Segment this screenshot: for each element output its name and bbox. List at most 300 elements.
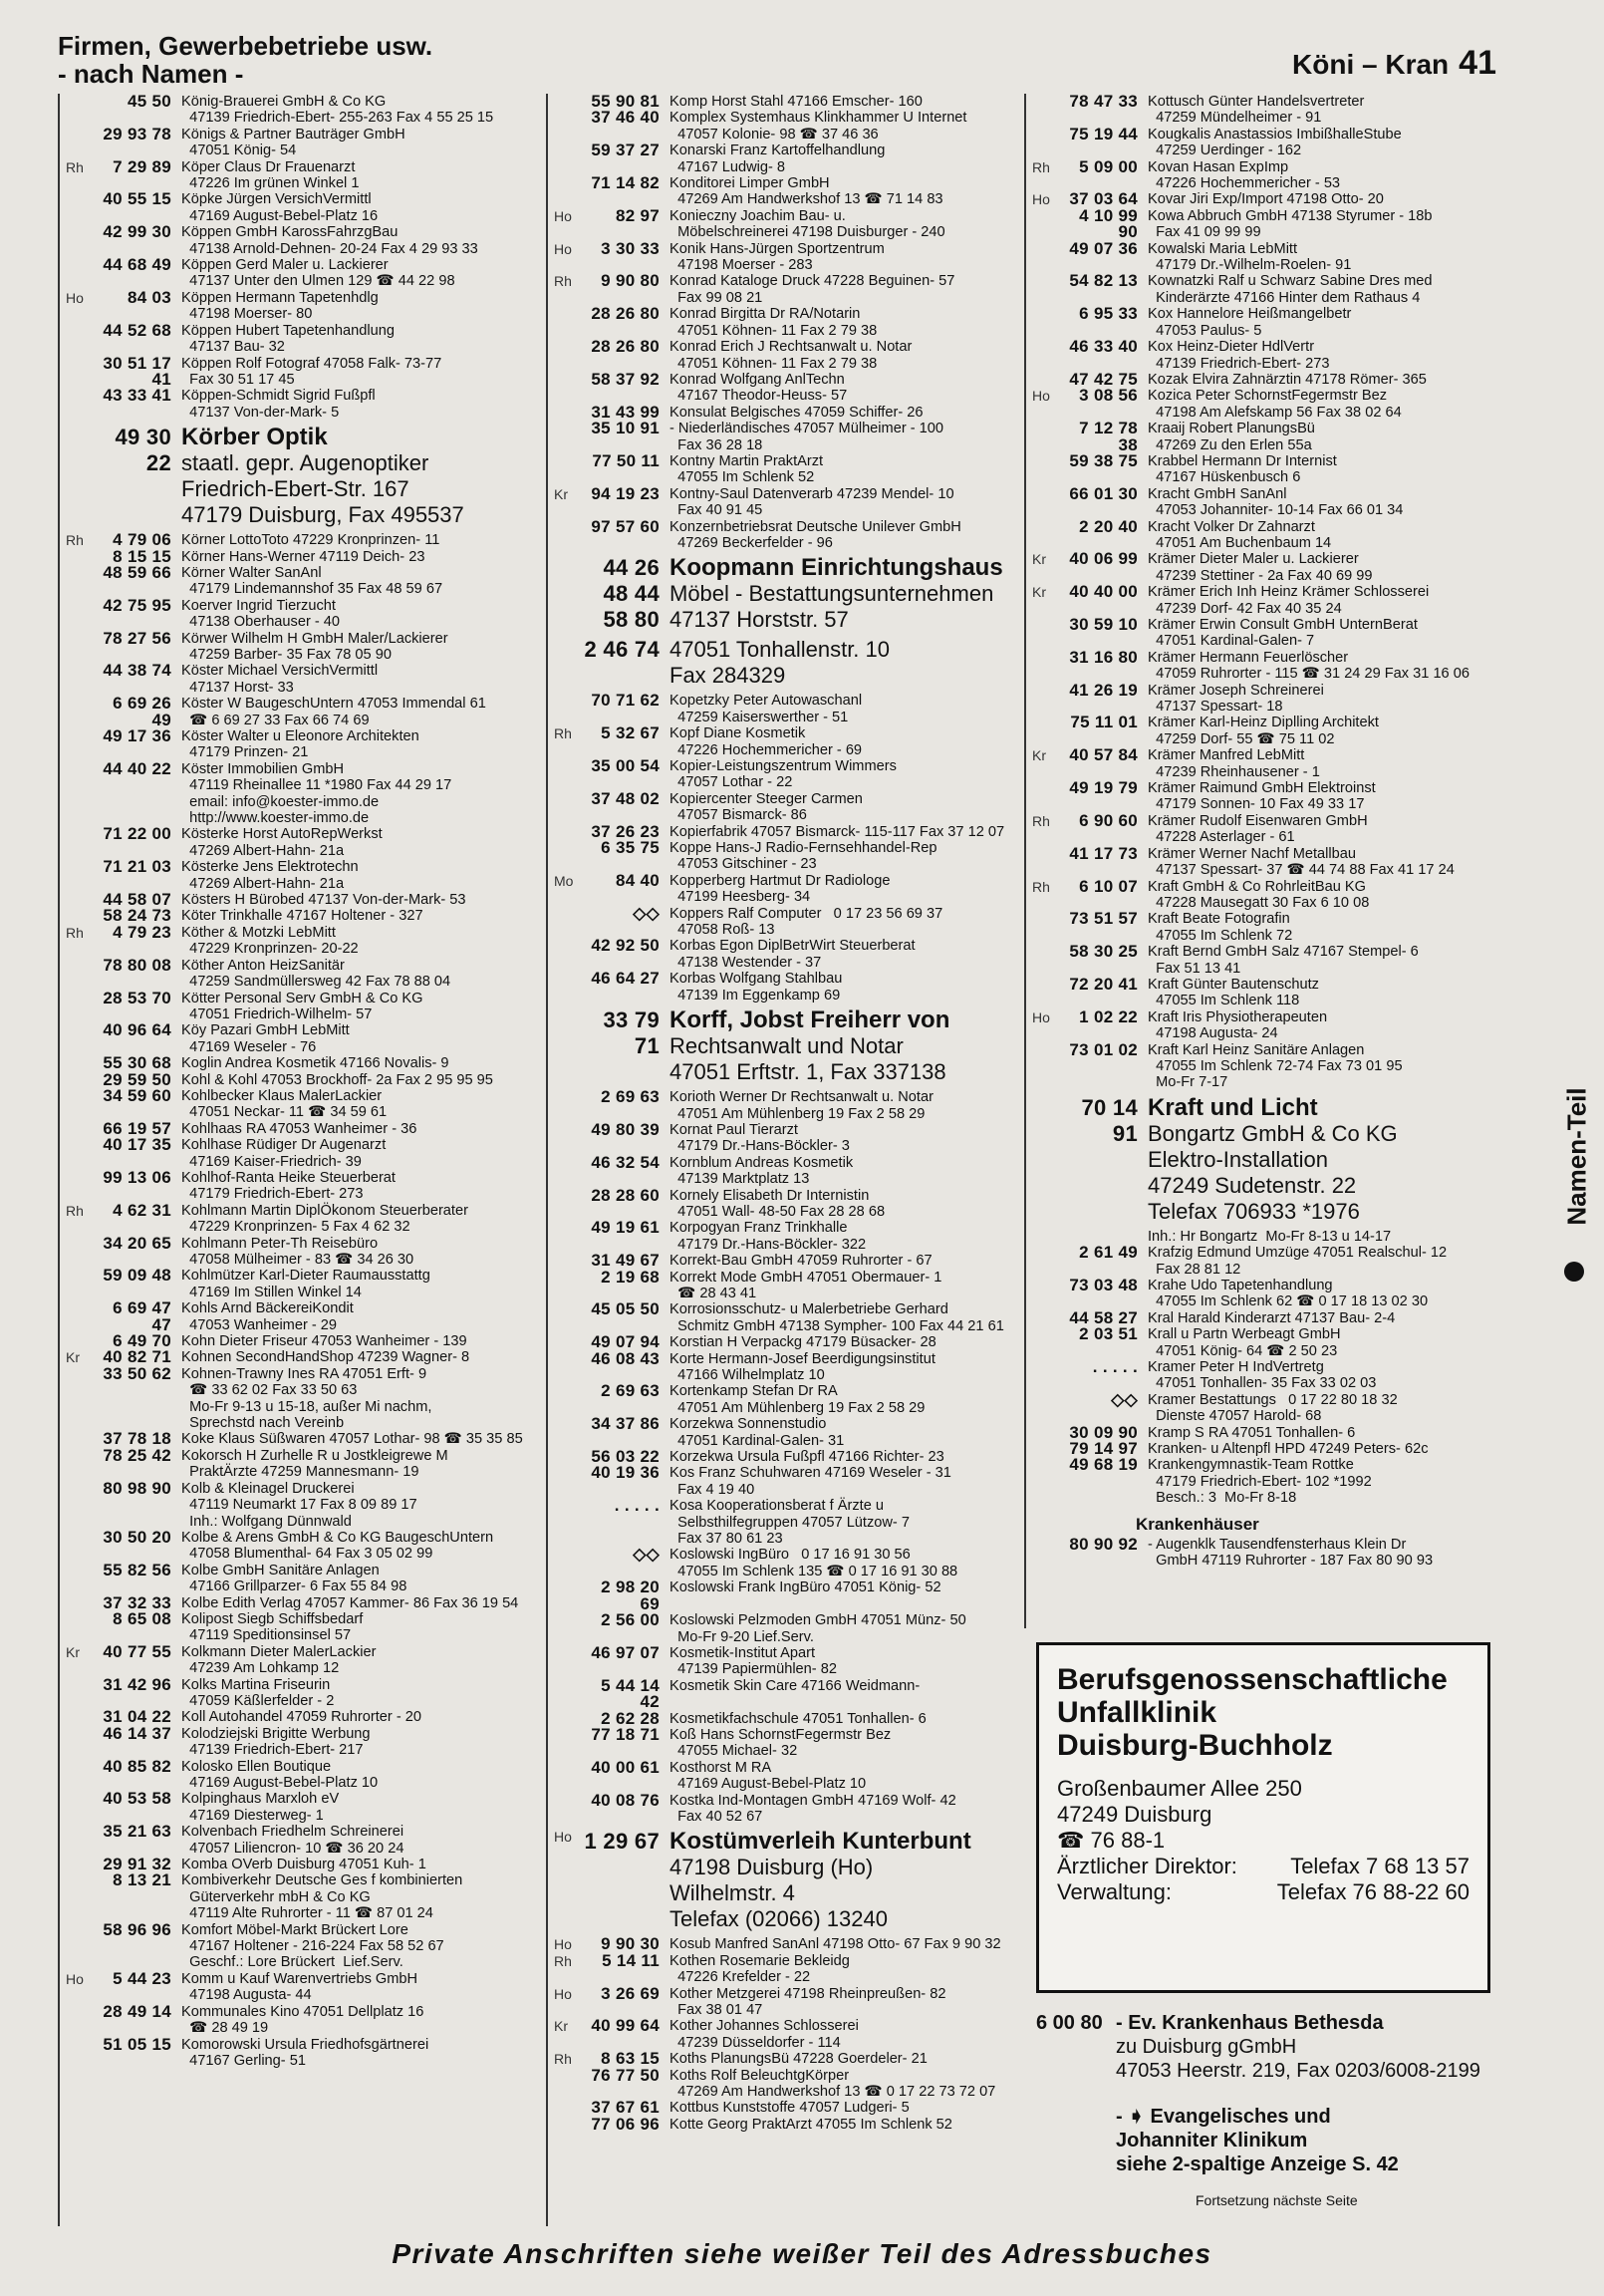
entry-text: Kolkmann Dieter MalerLackier 47239 Am Lohkamp 12	[181, 1643, 377, 1677]
page-footer: Private Anschriften siehe weißer Teil des Adressbuches	[392, 2238, 1212, 2269]
entry-text: Kramer Bestattungs 0 17 22 80 18 32 Dienste 47057 Harold- 68	[1148, 1391, 1398, 1425]
phone-number: 80 90 92	[1069, 1534, 1138, 1554]
entry-text: Kohlmann Peter-Th Reisebüro 47058 Mülheimer - 83 ☎ 34 26 30	[181, 1235, 414, 1268]
directory-entry	[548, 205, 1021, 241]
entry-text: König-Brauerei GmbH & Co KG 47139 Friedrich-Ebert- 255-263 Fax 4 55 25 15	[181, 94, 494, 127]
phone-number: 31 49 67	[591, 1251, 660, 1271]
district-code: Ho	[554, 207, 572, 224]
phone-number: 46 64 27	[591, 969, 660, 989]
advertisement-entry	[60, 425, 538, 528]
directory-entry	[60, 94, 538, 127]
phone-number: 40 96 64	[103, 1020, 171, 1040]
phone-number: 6 49 70	[113, 1331, 171, 1351]
entry-text: Kopier-Leistungszentrum Wimmers 47057 Lothar - 22	[669, 758, 897, 791]
directory-entry	[60, 696, 538, 728]
directory-entry	[1026, 205, 1504, 242]
advertisement-entry	[548, 637, 1021, 689]
phone-number: 34 20 65	[103, 1233, 171, 1253]
directory-entry	[548, 1790, 1021, 1826]
entry-text: Köther & Motzki LebMitt 47229 Kronprinzen- 20-22	[181, 924, 359, 958]
klinik-admin-label: Verwaltung:	[1057, 1879, 1172, 1904]
phone-number: 35 21 63	[103, 1822, 171, 1842]
directory-entry	[1026, 780, 1504, 813]
entry-text: Köster Walter u Eleonore Architekten 47179 Prinzen- 21	[181, 728, 419, 761]
entry-text: Kozak Elvira Zahnärztin 47178 Römer- 365	[1148, 371, 1427, 388]
directory-entry	[548, 483, 1021, 519]
entry-text: Kortenkamp Stefan Dr RA 47051 Am Mühlenberg 19 Fax 2 58 29	[669, 1383, 926, 1416]
directory-entry	[60, 1723, 538, 1759]
phone-number: 55 82 56	[103, 1560, 171, 1579]
ad-line: 47137 Horststr. 57	[669, 607, 849, 633]
phone-number: ◇◇	[633, 1545, 660, 1565]
phone-number: 6 95 33	[1079, 304, 1138, 324]
entry-text: Koß Hans SchornstFegermstr Bez 47055 Michael- 32	[669, 1726, 892, 1760]
directory-entry	[1026, 483, 1504, 519]
directory-entry	[1026, 273, 1504, 306]
directory-entry	[60, 1137, 538, 1170]
directory-entry	[60, 191, 538, 224]
entry-text: Koslowski IngBüro 0 17 16 91 30 56 47055 Im Schlenk 135 ☎ 0 17 16 91 30 88	[669, 1547, 958, 1579]
directory-entry	[548, 175, 1021, 208]
directory-entry	[1026, 388, 1504, 421]
directory-entry	[60, 1824, 538, 1857]
entry-text: Kother Metzgerei 47198 Rheinpreußen- 82 Fax 38 01 47	[669, 1985, 946, 2018]
entry-text: Korbas Egon DiplBetrWirt Steuerberat 47138 Westender - 37	[669, 938, 916, 971]
phone-number: 44 26 48 44 58 80	[603, 555, 660, 633]
entry-text: Kösters H Bürobed 47137 Von-der-Mark- 53	[181, 892, 466, 909]
phone-number: 66 01 30	[1069, 483, 1138, 503]
entry-text: Kösterke Horst AutoRepWerkst 47269 Albert-Hahn- 21a	[181, 826, 383, 859]
directory-entry	[1026, 876, 1504, 912]
entry-text: Kral Harald Kinderarzt 47137 Bau- 2-4	[1148, 1309, 1396, 1326]
entry-text: Kopperberg Hartmut Dr Radiologe 47199 Heesberg- 34	[669, 872, 891, 906]
ad-line: Fax 284329	[669, 663, 786, 689]
entry-text: Köter Trinkhalle 47167 Holtener - 327	[181, 908, 423, 925]
directory-entry	[548, 306, 1021, 339]
entry-text: Kolvenbach Friedhelm Schreinerei 47057 Liliencron- 10 ☎ 36 20 24	[181, 1824, 404, 1857]
section-side-tab	[1561, 1036, 1592, 1276]
entry-text: Konsulat Belgisches 47059 Schiffer- 26	[669, 404, 924, 421]
ad-line: Körber Optik	[181, 424, 328, 451]
phone-number: 37 03 64	[1069, 189, 1138, 209]
directory-entry	[1026, 810, 1504, 846]
phone-number: 4 79 23	[113, 922, 171, 942]
klinik-director-label: Ärztlicher Direktor:	[1057, 1854, 1237, 1878]
entry-text: Inh.: Hr Bongartz Mo-Fr 8-13 u 14-17	[1148, 1228, 1392, 1245]
phone-number: 94 19 23	[591, 483, 660, 503]
entry-text: Kosub Manfred SanAnl 47198 Otto- 67 Fax 9 90 32	[669, 1936, 1001, 1953]
entry-text: Komplex Systemhaus Klinkhammer U Internet 47057 Kolonie- 98 ☎ 37 46 36	[669, 110, 967, 143]
directory-entry	[548, 2114, 1021, 2134]
phone-number: 78 27 56	[103, 628, 171, 648]
phone-number: 44 40 22	[103, 758, 171, 778]
phone-number: 37 26 23	[591, 821, 660, 841]
bethesda-phone: 6 00 80	[1036, 2012, 1103, 2034]
klinik-title-3: Duisburg-Buchholz	[1057, 1729, 1333, 1762]
directory-entry	[60, 1363, 538, 1432]
entry-text: Körwer Wilhelm H GmbH Maler/Lackierer 47259 Barber- 35 Fax 78 05 90	[181, 630, 448, 663]
entry-text: Kösterke Jens Elektrotechn 47269 Albert-Hahn- 21a	[181, 859, 359, 892]
entry-text: Kosa Kooperationsberat f Ärzte u Selbsthilfegruppen 47057 Lützow- 7 Fax 37 80 61 23	[669, 1498, 910, 1548]
phone-number: 31 04 22	[103, 1707, 171, 1727]
entry-text: Kosthorst M RA 47169 August-Bebel-Platz 10	[669, 1759, 867, 1793]
phone-number: 77 18 71	[591, 1724, 660, 1744]
district-code: Rh	[554, 1952, 572, 1969]
phone-number: 8 65 08	[113, 1608, 171, 1628]
directory-entry	[1026, 584, 1504, 617]
entry-text: Kosmetik-Institut Apart 47139 Papiermühlen- 82	[669, 1644, 837, 1678]
phone-number: 40 08 76	[591, 1790, 660, 1810]
phone-number: 45 50	[127, 94, 171, 111]
entry-text: Konzernbetriebsrat Deutsche Unilever GmbH 47269 Beckerfelder - 96	[669, 518, 961, 551]
phone-number: 2 98 20 69	[601, 1578, 660, 1613]
directory-entry	[548, 1642, 1021, 1678]
entry-text: Kornely Elisabeth Dr Internistin 47051 Wall- 48-50 Fax 28 28 68	[669, 1187, 886, 1220]
directory-column-2	[546, 94, 1021, 2226]
page-header-left	[58, 32, 432, 88]
directory-entry	[60, 1200, 538, 1236]
entry-text: Krafzig Edmund Umzüge 47051 Realschul- 12 Fax 28 81 12	[1148, 1245, 1448, 1278]
district-code: Ho	[1032, 1008, 1050, 1025]
directory-entry	[1026, 680, 1504, 716]
district-code: Rh	[554, 273, 572, 290]
directory-entry	[548, 1983, 1021, 2019]
directory-entry	[548, 693, 1021, 725]
phone-number: 3 08 56	[1079, 386, 1138, 406]
entry-text: Köppen Rolf Fotograf 47058 Falk- 73-77 Fax 30 51 17 45	[181, 355, 442, 388]
entry-text: Krämer Hermann Feuerlöscher 47059 Ruhrorter - 115 ☎ 31 24 29 Fax 31 16 06	[1148, 649, 1470, 683]
directory-entry	[60, 2034, 538, 2070]
entry-text: Koslowski Frank IngBüro 47051 König- 52	[669, 1579, 941, 1596]
directory-entry	[60, 955, 538, 991]
phone-number: 8 13 21	[113, 1870, 171, 1890]
entry-text: Kozica Peter SchornstFegermstr Bez 47198 Am Alefskamp 56 Fax 38 02 64	[1148, 388, 1402, 421]
entry-text: Kraft GmbH & Co RohrleitBau KG 47228 Mausegatt 30 Fax 6 10 08	[1148, 878, 1370, 911]
phone-number: 73 51 57	[1069, 909, 1138, 929]
phone-number: 49 68 19	[1069, 1455, 1138, 1475]
phone-number: 4 79 06	[113, 530, 171, 550]
entry-text: Kowalski Maria LebMitt 47179 Dr.-Wilhelm-Roelen- 91	[1148, 240, 1352, 274]
phone-number: 71 14 82	[591, 173, 660, 193]
entry-text: Kolb & Kleinagel Druckerei 47119 Neumarkt 17 Fax 8 09 89 17 Inh.: Wolfgang Dünnwald	[181, 1480, 417, 1530]
phone-number: 7 29 89	[113, 156, 171, 176]
phone-number: 45 05 50	[591, 1299, 660, 1319]
entry-text: Komm u Kauf Warenvertriebs GmbH 47198 Augusta- 44	[181, 1970, 418, 2004]
entry-text: Korrosionsschutz- u Malerbetriebe Gerhard Schmitz GmbH 47138 Sympher- 100 Fax 44 21 61	[669, 1301, 1004, 1334]
phone-number: 44 38 74	[103, 661, 171, 681]
district-code: Rh	[66, 924, 84, 941]
directory-entry	[60, 353, 538, 389]
directory-entry	[60, 1919, 538, 1971]
phone-number: 72 20 41	[1069, 974, 1138, 994]
entry-text: Koerver Ingrid Tierzucht 47138 Oberhauser - 40	[181, 597, 341, 631]
entry-text: Konik Hans-Jürgen Sportzentrum 47198 Moerser - 283	[669, 240, 885, 274]
directory-entry	[60, 257, 538, 290]
directory-entry	[548, 758, 1021, 791]
phone-number: 37 67 61	[591, 2098, 660, 2118]
ad-line: Bongartz GmbH & Co KG	[1148, 1120, 1398, 1146]
phone-number: 1 29 67	[584, 1829, 660, 1855]
directory-entry	[1026, 715, 1504, 747]
entry-text: Kraft Iris Physiotherapeuten 47198 Augusta- 24	[1148, 1008, 1328, 1042]
phone-number: 40 85 82	[103, 1756, 171, 1776]
district-code: Rh	[66, 158, 84, 175]
district-code: Rh	[554, 2051, 572, 2068]
entry-text: Koths PlanungsBü 47228 Goerdeler- 21	[669, 2051, 928, 2068]
directory-entry	[60, 287, 538, 323]
directory-entry	[60, 628, 538, 664]
phone-number: 2 61 49	[1079, 1243, 1138, 1263]
phone-number: ◇◇	[1111, 1389, 1138, 1409]
directory-entry	[1026, 238, 1504, 274]
directory-entry	[1026, 1534, 1504, 1570]
entry-text: Kothen Rosemarie Bekleidg 47226 Krefelder - 22	[669, 1952, 850, 1986]
directory-entry	[60, 728, 538, 761]
district-code: Kr	[66, 1349, 80, 1366]
directory-entry	[60, 1674, 538, 1710]
phone-number: 77 50 11	[592, 450, 660, 470]
entry-text: Krankengymnastik-Team Rottke 47179 Friedrich-Ebert- 102 *1992 Besch.: 3 Mo-Fr 8-18	[1148, 1457, 1372, 1507]
entry-text	[669, 1007, 1021, 1085]
phone-number: 5 44 14 42	[601, 1675, 660, 1712]
entry-text: Konrad Kataloge Druck 47228 Beguinen- 57 Fax 99 08 21	[669, 273, 955, 306]
phone-number: 40 19 36	[591, 1463, 660, 1483]
directory-entry	[60, 1527, 538, 1563]
phone-number: 49 07 36	[1069, 238, 1138, 258]
phone-number: 40 77 55	[103, 1641, 171, 1661]
entry-text: Kohl & Kohl 47053 Brockhoff- 2a Fax 2 95 95 95	[181, 1071, 493, 1088]
directory-entry	[60, 1167, 538, 1203]
phone-number: 44 52 68	[103, 320, 171, 340]
district-code: Ho	[554, 240, 572, 257]
directory-entry	[60, 124, 538, 159]
directory-entry	[548, 1185, 1021, 1221]
phone-number: 37 48 02	[591, 788, 660, 808]
entry-text: Köppen Gerd Maler u. Lackierer 47137 Unter den Ulmen 129 ☎ 44 22 98	[181, 257, 455, 290]
phone-number: 31 43 99	[591, 402, 660, 422]
directory-entry	[1026, 94, 1504, 127]
phone-number: 9 90 30	[601, 1934, 660, 1954]
advertisement-entry	[548, 1007, 1021, 1085]
phone-number: 40 40 00	[1069, 582, 1138, 602]
district-code: Ho	[554, 1985, 572, 2002]
district-code: Ho	[1032, 191, 1050, 208]
entry-text: Konditorei Limper GmbH 47269 Am Handwerkshof 13 ☎ 71 14 83	[669, 175, 943, 208]
entry-text: Kramp S RA 47051 Tonhallen- 6	[1148, 1424, 1356, 1441]
directory-entry	[60, 388, 538, 421]
phone-number: 99 13 06	[103, 1167, 171, 1187]
directory-entry	[60, 1791, 538, 1824]
entry-text: Koppers Ralf Computer 0 17 23 56 69 37 47058 Roß- 13	[669, 905, 943, 939]
directory-entry	[548, 870, 1021, 906]
ad-line: Möbel - Bestattungsunternehmen	[669, 581, 994, 607]
ad-line: Kraft und Licht	[1148, 1093, 1318, 1121]
entry-text: Königs & Partner Bauträger GmbH 47051 König- 54	[181, 126, 405, 159]
entry-text: Kowa Abbruch GmbH 47138 Styrumer - 18b Fax 41 09 99 99	[1148, 207, 1433, 241]
phone-number: 30 59 10	[1069, 615, 1138, 634]
entry-text: Köppen-Schmidt Sigrid Fußpfl 47137 Von-der-Mark- 5	[181, 388, 376, 421]
phone-number: 46 14 37	[103, 1723, 171, 1743]
directory-entry	[1026, 1389, 1504, 1425]
evk-line-2: Johanniter Klinikum	[1116, 2130, 1308, 2152]
phone-number: 2 56 00	[601, 1610, 660, 1630]
directory-entry	[548, 1465, 1021, 1498]
ad-line: Elektro-Installation	[1148, 1146, 1328, 1172]
entry-text	[669, 1829, 1021, 1932]
district-code: Rh	[66, 1202, 84, 1219]
entry-text: Konrad Erich J Rechtsanwalt u. Notar 47051 Köhnen- 11 Fax 2 79 38	[669, 339, 913, 372]
entry-text: Kramer Peter H IndVertretg 47051 Tonhallen- 35 Fax 33 02 03	[1148, 1359, 1377, 1392]
directory-entry	[60, 1608, 538, 1644]
phone-number: 28 53 70	[103, 988, 171, 1007]
entry-text: Köster Michael VersichVermittl 47137 Horst- 33	[181, 663, 379, 696]
district-code: Rh	[554, 725, 572, 742]
phone-number: 31 42 96	[103, 1674, 171, 1694]
directory-entry	[60, 1560, 538, 1595]
entry-text: Komfort Möbel-Markt Brückert Lore 47167 Holtener - 216-224 Fax 58 52 67 Geschf.: Lore Brückert Lief.Serv.	[181, 1921, 444, 1971]
entry-text: Köster Immobilien GmbH 47119 Rheinallee 11 *1980 Fax 44 29 17 email: info@koester-immo.de http://www.koester-immo.de	[181, 760, 452, 827]
phone-number: 55 90 81	[591, 94, 660, 111]
directory-entry	[548, 143, 1021, 175]
ad-line: 47179 Duisburg, Fax 495537	[181, 502, 464, 528]
entry-text: Kohlmann Martin DiplÖkonom Steuerberater 47229 Kronprinzen- 5 Fax 4 62 32	[181, 1202, 468, 1236]
phone-number: 3 30 33	[601, 238, 660, 258]
phone-number: 78 25 42	[103, 1445, 171, 1465]
phone-number: 70 14 91	[1081, 1094, 1138, 1146]
directory-entry	[60, 595, 538, 631]
entry-text: Kohnen SecondHandShop 47239 Wagner- 8	[181, 1349, 470, 1366]
district-code: Ho	[66, 289, 84, 306]
directory-entry	[548, 1119, 1021, 1155]
phone-number: 35 00 54	[591, 756, 660, 775]
directory-entry	[548, 971, 1021, 1004]
phone-number: 5 14 11	[602, 1950, 660, 1970]
directory-entry	[60, 1022, 538, 1055]
phone-number: 28 49 14	[103, 2001, 171, 2021]
bethesda-address: 47053 Heerstr. 219, Fax 0203/6008-2199	[1116, 2060, 1480, 2082]
entry-text: Krämer Manfred LebMitt 47239 Rheinhausener - 1	[1148, 747, 1320, 780]
entry-text: Kraft Günter Bautenschutz 47055 Im Schlenk 118	[1148, 976, 1319, 1009]
entry-text: Köster W BaugeschUntern 47053 Immendal 61 ☎ 6 69 27 33 Fax 66 74 69	[181, 696, 486, 728]
directory-entry	[1026, 450, 1504, 486]
directory-entry	[60, 224, 538, 257]
entry-text: Krall u Partn Werbeagt GmbH 47051 König- 64 ☎ 2 50 23	[1148, 1326, 1341, 1359]
entry-text: Kos Franz Schuhwaren 47169 Weseler - 31 Fax 4 19 40	[669, 1465, 951, 1498]
entry-text: Köy Pazari GmbH LebMitt 47169 Weseler - 76	[181, 1022, 350, 1055]
phone-number: 49 19 61	[591, 1218, 660, 1238]
directory-entry	[1026, 617, 1504, 650]
directory-column-3	[1024, 94, 1504, 1628]
entry-text: Krämer Werner Nachf Metallbau 47137 Spessart- 37 ☎ 44 74 88 Fax 41 17 24	[1148, 845, 1455, 879]
phone-number: 1 02 22	[1079, 1006, 1138, 1026]
entry-text: Kontny-Saul Datenverarb 47239 Mendel- 10 Fax 40 91 45	[669, 485, 954, 519]
directory-entry	[60, 1478, 538, 1530]
entry-text: Korstian H Verpackg 47179 Büsacker- 28	[669, 1334, 936, 1351]
entry-text: Kolbe Edith Verlag 47057 Kammer- 86 Fax 36 19 54	[181, 1594, 519, 1611]
ad-line: Kostümverleih Kunterbunt	[669, 1828, 971, 1856]
entry-text: Kotte Georg PraktArzt 47055 Im Schlenk 52	[669, 2116, 952, 2133]
phone-number: 40 57 84	[1069, 745, 1138, 765]
header-subtitle: - nach Namen -	[58, 59, 244, 89]
entry-text: Konrad Wolfgang AnlTechn 47167 Theodor-Heuss- 57	[669, 371, 848, 405]
entry-text: Kox Hannelore Heißmangelbetr 47053 Paulus- 5	[1148, 306, 1352, 339]
phone-number: 33 79 71	[603, 1007, 660, 1059]
district-code: Mo	[554, 872, 574, 889]
entry-text: Körner Walter SanAnl 47179 Lindemannshof 35 Fax 48 59 67	[181, 564, 443, 598]
directory-entry	[548, 1152, 1021, 1188]
entry-text: Kopf Diane Kosmetik 47226 Hochemmericher - 69	[669, 725, 863, 758]
evk-reference	[1036, 2105, 1574, 2176]
directory-entry	[548, 1089, 1021, 1122]
entry-text	[669, 637, 1021, 689]
phone-number: 30 09 90	[1069, 1422, 1138, 1442]
directory-entry	[1026, 156, 1504, 192]
entry-text: Kopetzky Peter Autowaschanl 47259 Kaiserswerther - 51	[669, 693, 863, 725]
klinik-title-2: Unfallklinik	[1057, 1696, 1217, 1729]
directory-entry	[60, 1872, 538, 1921]
klinik-address-street: Großenbaumer Allee 250	[1057, 1776, 1302, 1801]
entry-text: Krämer Karl-Heinz Diplling Architekt 47259 Dorf- 55 ☎ 75 11 02	[1148, 715, 1379, 747]
directory-entry	[548, 110, 1021, 143]
entry-text: Kox Heinz-Dieter HdlVertr 47139 Friedrich-Ebert- 273	[1148, 339, 1330, 372]
phone-number: 49 17 36	[103, 726, 171, 745]
phone-number: 46 33 40	[1069, 337, 1138, 357]
district-code: Rh	[1032, 158, 1050, 175]
phone-number: 56 03 22	[591, 1447, 660, 1467]
phone-number: 8 15 15	[113, 546, 171, 566]
phone-number: 46 97 07	[591, 1642, 660, 1662]
entry-text: Korioth Werner Dr Rechtsanwalt u. Notar 47051 Am Mühlenberg 19 Fax 2 58 29	[669, 1089, 934, 1122]
phone-number: . . . . .	[614, 1496, 660, 1516]
directory-entry	[548, 2065, 1021, 2101]
district-code: Ho	[554, 1829, 572, 1846]
entry-text: Körner Hans-Werner 47119 Deich- 23	[181, 548, 425, 565]
directory-entry	[60, 320, 538, 356]
district-code: Rh	[1032, 812, 1050, 829]
ad-line: Telefax (02066) 13240	[669, 1906, 888, 1932]
entry-text: Kornat Paul Tierarzt 47179 Dr.-Hans-Böckler- 3	[669, 1121, 850, 1155]
entry-text: Kornblum Andreas Kosmetik 47139 Marktplatz 13	[669, 1154, 854, 1188]
phone-number: 29 91 32	[103, 1855, 171, 1874]
entry-text: Kosmetik Skin Care 47166 Weidmann-	[669, 1677, 921, 1694]
ad-line: staatl. gepr. Augenoptiker	[181, 450, 429, 476]
evk-line-1: - ➧ Evangelisches und	[1116, 2106, 1331, 2128]
directory-entry	[548, 1301, 1021, 1334]
bethesda-name: - Ev. Krankenhaus Bethesda	[1116, 2012, 1384, 2034]
phone-number: 28 26 80	[591, 304, 660, 324]
phone-number: 35 10 91	[591, 419, 660, 438]
entry-text: Kraft Karl Heinz Sanitäre Anlagen 47055 Im Schlenk 72-74 Fax 73 01 95 Mo-Fr 7-17	[1148, 1041, 1403, 1091]
entry-text: Korpogyan Franz Trinkhalle 47179 Dr.-Hans-Böckler- 322	[669, 1220, 867, 1253]
entry-text: Kovar Jiri Exp/Import 47198 Otto- 20	[1148, 191, 1384, 208]
directory-entry	[548, 1612, 1021, 1645]
ad-line: Telefax 706933 *1976	[1148, 1198, 1360, 1224]
entry-text	[1148, 1095, 1504, 1225]
district-code: Ho	[554, 1936, 572, 1953]
entry-text: Köppen Hubert Tapetenhandlung 47137 Bau- 32	[181, 322, 395, 356]
klinik-title-1: Berufsgenossenschaftliche	[1057, 1663, 1448, 1696]
entry-text: Koths Rolf BeleuchtgKörper 47269 Am Handwerkshof 13 ☎ 0 17 22 73 72 07	[669, 2067, 996, 2101]
entry-text: Köppen GmbH KarossFahrzgBau 47138 Arnold-Dehnen- 20-24 Fax 4 29 93 33	[181, 224, 478, 257]
district-code: Ho	[66, 1970, 84, 1987]
directory-entry	[60, 1968, 538, 2004]
ad-line: 47051 Erftstr. 1, Fax 337138	[669, 1059, 946, 1085]
directory-entry	[60, 758, 538, 827]
phone-number: 7 12 78 38	[1079, 419, 1138, 454]
phone-number: 29 93 78	[103, 124, 171, 144]
district-code: Kr	[1032, 551, 1046, 568]
entry-text: Kommunales Kino 47051 Dellplatz 16 ☎ 28 49 19	[181, 2003, 424, 2037]
